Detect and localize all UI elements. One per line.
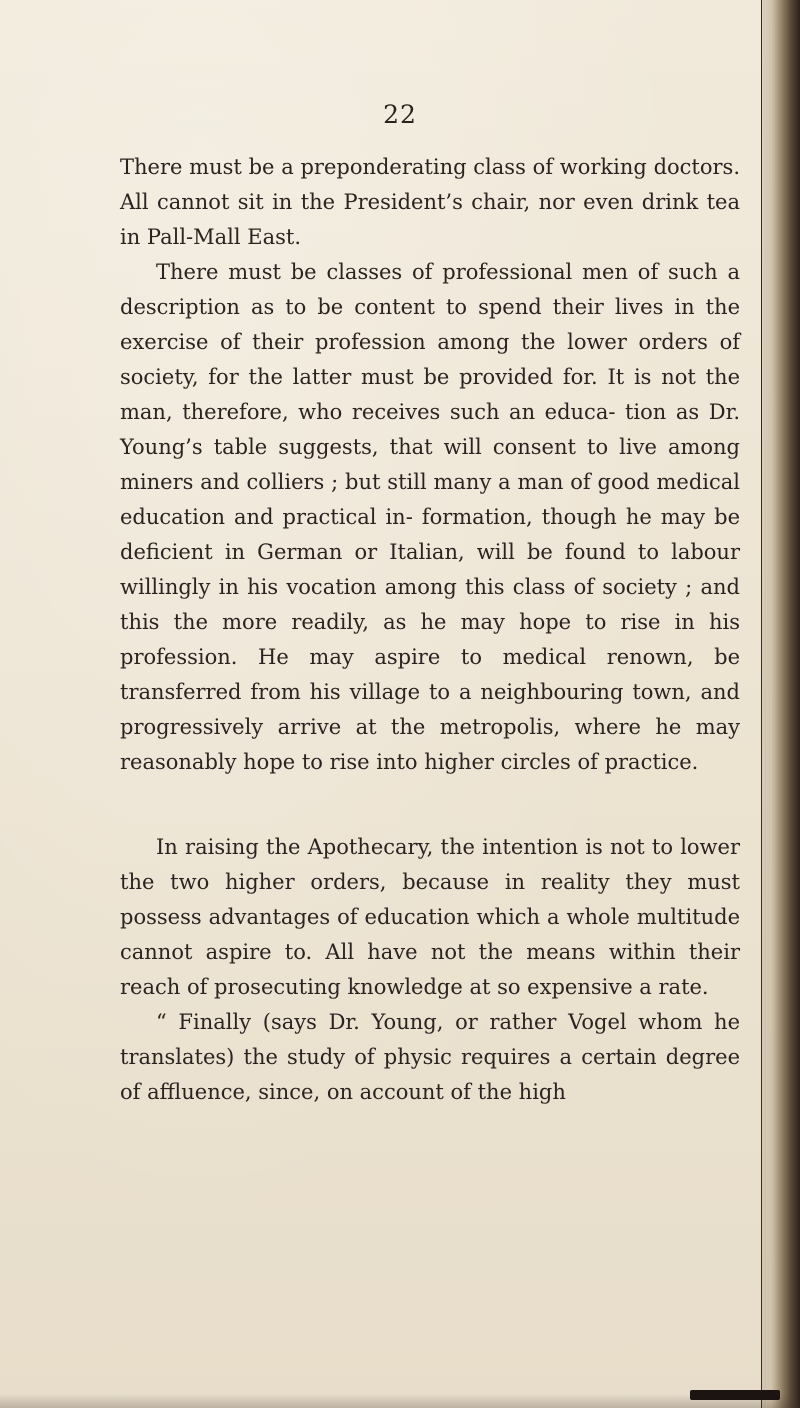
- paragraph-4: “ Finally (says Dr. Young, or rather Vogel whom he translates) the study of physic requires a certain degree of affluence, since, on account of the high: [120, 1010, 740, 1104]
- page-number: 22: [383, 100, 417, 129]
- text-block-bottom: [120, 830, 740, 1110]
- page-bottom-shadow: [0, 1394, 800, 1408]
- text-block-top: [120, 150, 740, 780]
- book-spine-edge: [761, 0, 800, 1408]
- ink-mark: [690, 1390, 780, 1400]
- paragraph-1: There must be a preponderating class of working doctors. All cannot sit in the President’s chair, nor even drink tea in Pall-Mall East.: [120, 155, 740, 249]
- paragraph-2: There must be classes of professional men of such a description as to be content to spend their lives in the exercise of their profession among the lower orders of society, for the latter must be provided for. It is not the man, therefore, who receives such an educa- tion as Dr. Young’s table suggests, that will consent to live among miners and colliers ; but still many a man of good medical education and practical in- formation, though he may be deficient in German or Italian, will be found to labour willingly in his vocation among this class of society ; and this the more readily, as he may hope to rise in his profession. He may aspire to medical renown, be transferred from his village to a neighbouring town, and progressively arrive at the metropolis, where he may reasonably hope to rise into higher circles of practice.: [120, 260, 740, 774]
- paragraph-3: In raising the Apothecary, the intention is not to lower the two higher orders, because in reality they must possess advantages of education which a whole multitude cannot aspire to. All have not the means within their reach of prosecuting knowledge at so expensive a rate.: [120, 835, 740, 999]
